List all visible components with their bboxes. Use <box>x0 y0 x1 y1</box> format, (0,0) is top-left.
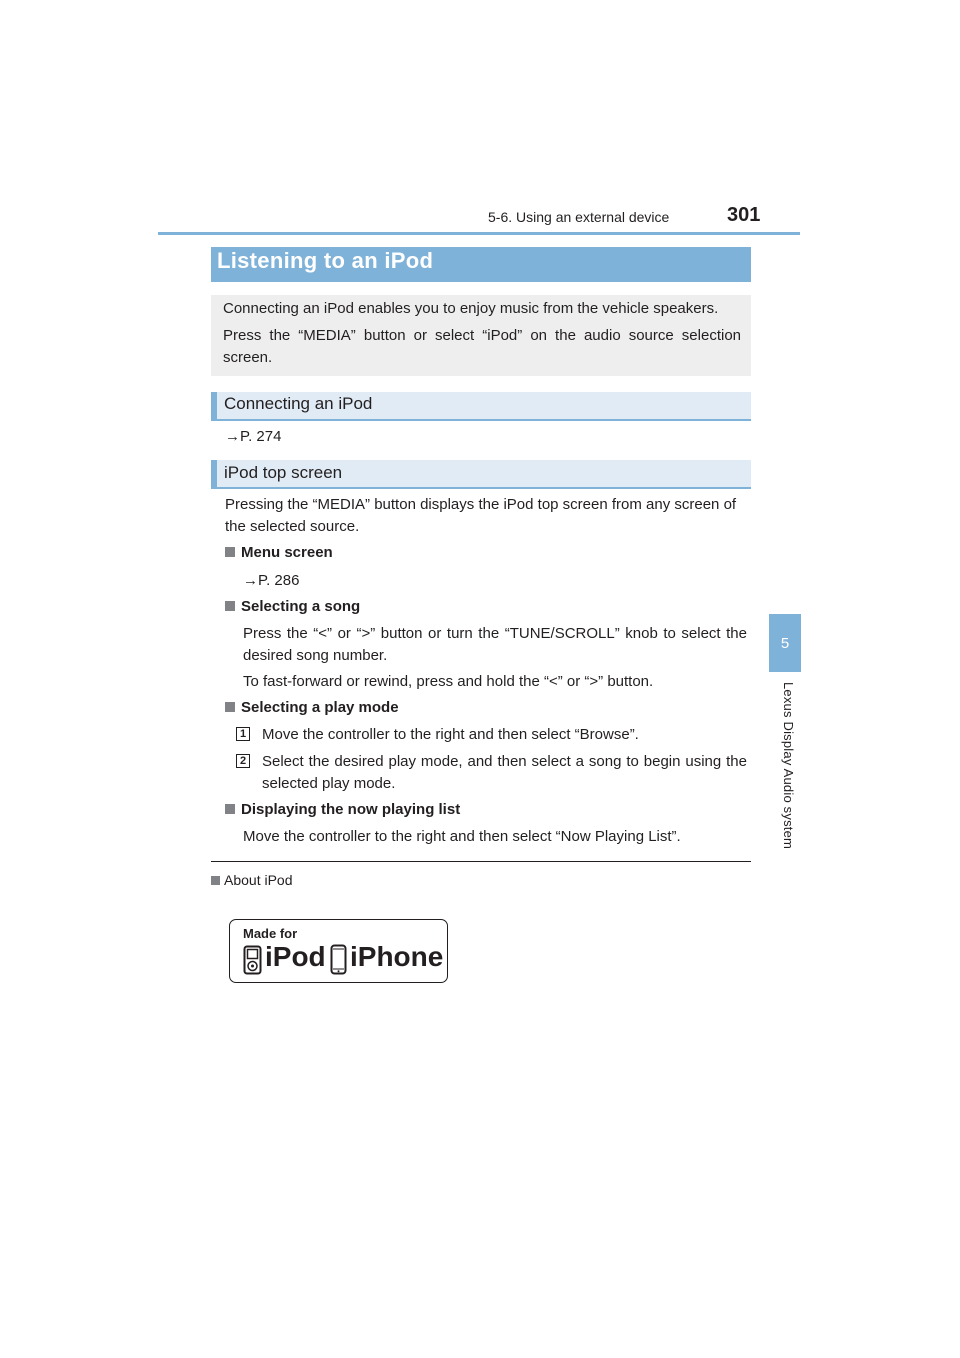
play-mode-step-2: Select the desired play mode, and then select a song to begin using the selected play mode. <box>262 753 747 792</box>
section-heading-marker <box>211 460 217 487</box>
intro-line-2: Press the “MEDIA” button or select “iPod” on the audio source selection screen. <box>223 327 741 366</box>
play-mode-heading <box>225 699 399 716</box>
ipod-device-icon <box>243 945 263 975</box>
bullet-square-icon <box>225 601 235 611</box>
selecting-song-text: Press the “<” or “>” button or turn the “TUNE/SCROLL” knob to select the desired song number. <box>243 625 747 664</box>
step-number-1: 1 <box>236 727 250 741</box>
fast-forward-text: To fast-forward or rewind, press and hold the “<” or “>” button. <box>243 673 654 690</box>
section-divider <box>211 861 751 862</box>
chapter-title: Lexus Display Audio system <box>781 682 796 850</box>
bullet-square-icon <box>211 876 220 885</box>
section-header: 5-6. Using an external device <box>488 209 670 225</box>
iphone-device-icon <box>330 944 347 975</box>
now-playing-text: Move the controller to the right and then select “Now Playing List”. <box>243 828 681 845</box>
badge-made-for: Made for <box>243 926 298 941</box>
page-number: 301 <box>727 204 761 226</box>
top-screen-text: Pressing the “MEDIA” button displays the iPod top screen from any screen of the selected source. <box>225 496 737 535</box>
play-mode-label: Selecting a play mode <box>241 699 399 716</box>
step-number-2: 2 <box>236 754 250 768</box>
bullet-square-icon <box>225 702 235 712</box>
menu-screen-label: Menu screen <box>241 544 333 561</box>
now-playing-label: Displaying the now playing list <box>241 801 461 818</box>
page-reference-link[interactable]: →P. 286 <box>243 572 300 589</box>
chapter-tab <box>769 614 801 672</box>
section-heading-connecting: Connecting an iPod <box>224 394 373 413</box>
selecting-song-heading <box>225 598 360 615</box>
bullet-square-icon <box>225 804 235 814</box>
page-title: Listening to an iPod <box>217 248 434 273</box>
section-heading-top-screen: iPod top screen <box>224 463 343 482</box>
about-ipod-label: About iPod <box>224 872 293 888</box>
badge-ipod: iPod <box>265 941 326 972</box>
about-ipod-heading <box>211 872 293 888</box>
page-reference-link[interactable]: →P. 274 <box>225 428 282 445</box>
now-playing-heading <box>225 801 460 818</box>
menu-screen-heading <box>225 544 333 561</box>
play-mode-step-1: Move the controller to the right and then select “Browse”. <box>262 726 639 743</box>
badge-iphone: iPhone <box>350 941 444 972</box>
section-heading-marker <box>211 392 217 419</box>
selecting-song-label: Selecting a song <box>241 598 361 615</box>
header-rule <box>158 232 800 235</box>
bullet-square-icon <box>225 547 235 557</box>
intro-line-1: Connecting an iPod enables you to enjoy music from the vehicle speakers. <box>223 300 719 317</box>
chapter-number: 5 <box>780 634 790 652</box>
